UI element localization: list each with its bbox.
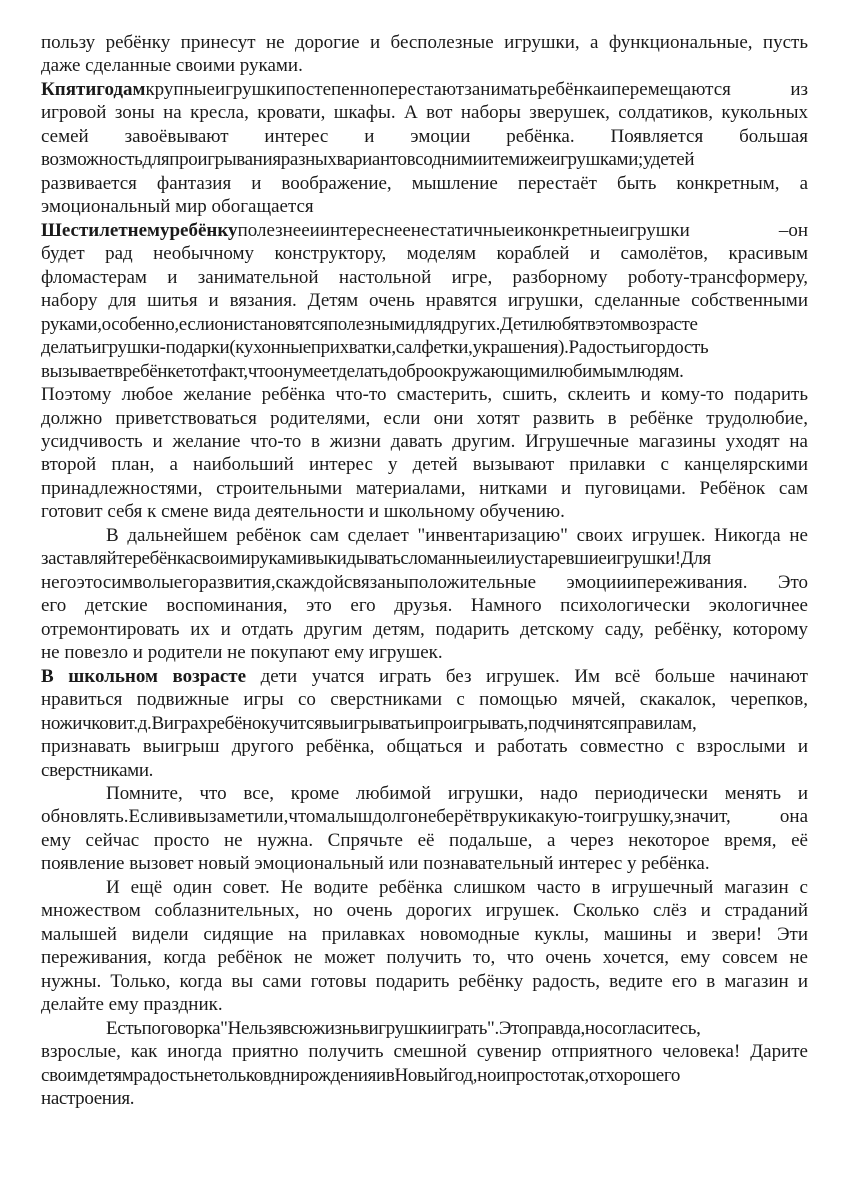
text-line: [41, 383, 808, 406]
text-line: [41, 125, 808, 148]
text-line: [41, 923, 808, 946]
line-text: Помните, что все, кроме любимой игрушки, надо периодически менять и: [106, 783, 808, 804]
text-line: [41, 876, 808, 899]
line-text: крупныеигрушкипостепенноперестаютзаниматьребёнкаиперемещаются из: [145, 78, 808, 100]
text-line: [41, 219, 808, 242]
line-text: И ещё один совет. Не водите ребёнка слишком часто в игрушечный магазин с: [106, 876, 808, 898]
text-line: [41, 101, 808, 124]
line-text: даже сделанные своими руками.: [41, 55, 303, 77]
line-text: нравиться подвижные игры со сверстниками с помощью мячей, скакалок, черепков,: [41, 689, 808, 711]
line-text: настроения.: [41, 1088, 135, 1110]
bold-lead-phrase: Шестилетнемуребёнку: [41, 219, 238, 241]
line-text: нужны. Только, когда вы сами готовы подарить ребёнку радость, ведите его в магазин и: [41, 970, 808, 992]
text-line: [41, 360, 808, 383]
line-text: ему сейчас просто не нужна. Спрячьте её подальше, а через некоторое время, её: [41, 829, 808, 851]
text-line: [41, 336, 808, 359]
text-line: [41, 407, 808, 430]
line-text: пользу ребёнку принесут не дорогие и бесполезные игрушки, а функциональные, пусть: [41, 32, 808, 53]
text-line: [41, 665, 808, 688]
text-line: [41, 148, 808, 171]
text-line: [41, 688, 808, 711]
text-line: [41, 970, 808, 993]
line-text: семей завоёвывают интерес и эмоции ребёнка. Появляется большая: [41, 125, 808, 147]
text-line: [41, 547, 808, 570]
line-text: обновлять.Еслививызаметили,чтомалышдолгонеберётврукикакую-тоигрушку,значит, она: [41, 806, 808, 828]
line-text: сверстниками.: [41, 759, 154, 781]
line-text: делатьигрушки-подарки(кухонныеприхватки,салфетки,украшения).Радостьигордость: [41, 337, 709, 359]
line-text: ножичковит.д.Виграхребёнокучитсявыигрыватьипроигрывать,подчинятсяправилам,: [41, 712, 697, 734]
text-line: [41, 946, 808, 969]
text-line: [41, 712, 808, 735]
text-line: [41, 782, 808, 805]
paragraph: [41, 31, 808, 78]
text-line: [41, 524, 808, 547]
text-line: [41, 242, 808, 265]
line-text: второй план, а наибольший интерес у детей вызывают прилавки с канцелярскими: [41, 454, 808, 476]
line-text: набору для шитья и вязания. Детям очень нравятся игрушки, сделанные собственными: [41, 290, 808, 312]
text-line: [41, 899, 808, 922]
line-text: отремонтировать их и отдать другим детям, подарить детскому саду, ребёнку, которому: [41, 618, 808, 640]
bold-lead-phrase: В школьном возрасте: [41, 665, 247, 687]
line-text: переживания, когда ребёнок не может получить то, что очень хочется, ему совсем не: [41, 947, 808, 969]
text-line: [41, 266, 808, 289]
text-line: [41, 571, 808, 594]
line-text: В дальнейшем ребёнок сам сделает "инвентаризацию" своих игрушек. Никогда не: [106, 524, 808, 546]
line-text: его детские воспоминания, это его друзья. Намного психологически экологичнее: [41, 595, 808, 617]
line-text: Естьпоговорка"Нельзявсюжизньвигрушкииграть".Этоправда,носогласитесь,: [106, 1017, 701, 1039]
paragraph: [41, 782, 808, 876]
bold-lead-phrase: Кпятигодам: [41, 78, 146, 100]
line-text: множеством соблазнительных, но очень дорогих игрушек. Сколько слёз и страданий: [41, 900, 808, 922]
line-text: возможностьдляпроигрыванияразныхвариантовсоднимиитемижеигрушками;удетей: [41, 149, 695, 171]
text-line: [41, 735, 808, 758]
paragraph: [41, 1017, 808, 1111]
line-text: руками,особенно,еслионистановятсяполезнымидлядругих.Детилюбятвэтомвозрасте: [41, 313, 698, 335]
line-text: дети учатся играть без игрушек. Им всё больше начинают: [246, 665, 808, 687]
line-text: полезнееиинтереснеенестатичныеиконкретныеигрушки –он: [237, 219, 808, 241]
text-line: [41, 1087, 808, 1110]
line-text: не повезло и родители не покупают ему игрушек.: [41, 642, 443, 664]
line-text: развивается фантазия и воображение, мышление перестаёт быть конкретным, а: [41, 172, 808, 194]
line-text: фломастерам и занимательной настольной игре, разборному роботу-трансформеру,: [41, 266, 808, 288]
text-line: [41, 993, 808, 1016]
text-line: [41, 1064, 808, 1087]
line-text: своимдетямрадостьнетольковднирожденияивНовыйгод,ноипростотак,отхорошего: [41, 1064, 680, 1086]
paragraph: [41, 524, 808, 665]
document-body: [41, 31, 808, 1111]
text-line: [41, 430, 808, 453]
line-text: появление вызовет новый эмоциональный или познавательный интерес у ребёнка.: [41, 853, 710, 875]
text-line: [41, 805, 808, 828]
text-line: [41, 54, 808, 77]
line-text: взрослые, как иногда приятно получить смешной сувенир отприятного человека! Дарите: [41, 1041, 808, 1063]
text-line: [41, 1040, 808, 1063]
line-text: готовит себя к смене вида деятельности и школьному обучению.: [41, 501, 565, 523]
line-text: должно приветствоваться родителями, если они хотят развить в ребёнке трудолюбие,: [41, 407, 808, 429]
text-line: [41, 759, 808, 782]
text-line: [41, 195, 808, 218]
text-line: [41, 618, 808, 641]
line-text: признавать выигрыш другого ребёнка, общаться и работать совместно с взрослыми и: [41, 736, 808, 758]
line-text: малышей видели сидящие на прилавках новомодные куклы, машины и звери! Эти: [41, 923, 808, 945]
text-line: [41, 1017, 808, 1040]
text-line: [41, 78, 808, 101]
paragraph: [41, 876, 808, 1017]
text-line: [41, 453, 808, 476]
line-text: принадлежностями, строительными материалами, нитками и пуговицами. Ребёнок сам: [41, 477, 808, 499]
text-line: [41, 172, 808, 195]
text-line: [41, 477, 808, 500]
text-line: [41, 852, 808, 875]
line-text: игровой зоны на кресла, кровати, шкафы. А вот наборы зверушек, солдатиков, кукольных: [41, 102, 808, 124]
text-line: [41, 641, 808, 664]
paragraph: [41, 219, 808, 524]
line-text: делайте ему праздник.: [41, 994, 223, 1016]
paragraph: [41, 665, 808, 782]
line-text: заставляйтеребёнкасвоимирукамивыкидыватьсломанныеилиустаревшиеигрушки!Для: [41, 548, 711, 570]
line-text: будет рад необычному конструктору, моделям кораблей и самолётов, красивым: [41, 243, 808, 265]
line-text: усидчивость и желание что-то в жизни давать другим. Игрушечные магазины уходят на: [41, 430, 808, 452]
text-line: [41, 289, 808, 312]
text-line: [41, 594, 808, 617]
paragraph: [41, 78, 808, 219]
text-line: [41, 313, 808, 336]
line-text: эмоциональный мир обогащается: [41, 196, 314, 218]
line-text: вызываетвребёнкетотфакт,чтоонумеетделатьдоброокружающимилюбимымлюдям.: [41, 360, 684, 382]
line-text: Поэтому любое желание ребёнка что-то смастерить, сшить, склеить и кому-то подарить: [41, 384, 808, 406]
text-line: [41, 500, 808, 523]
text-line: [41, 31, 808, 54]
text-line: [41, 829, 808, 852]
line-text: негоэтосимволыегоразвития,скаждойсвязаныположительные эмоцииипереживания. Это: [41, 571, 808, 593]
